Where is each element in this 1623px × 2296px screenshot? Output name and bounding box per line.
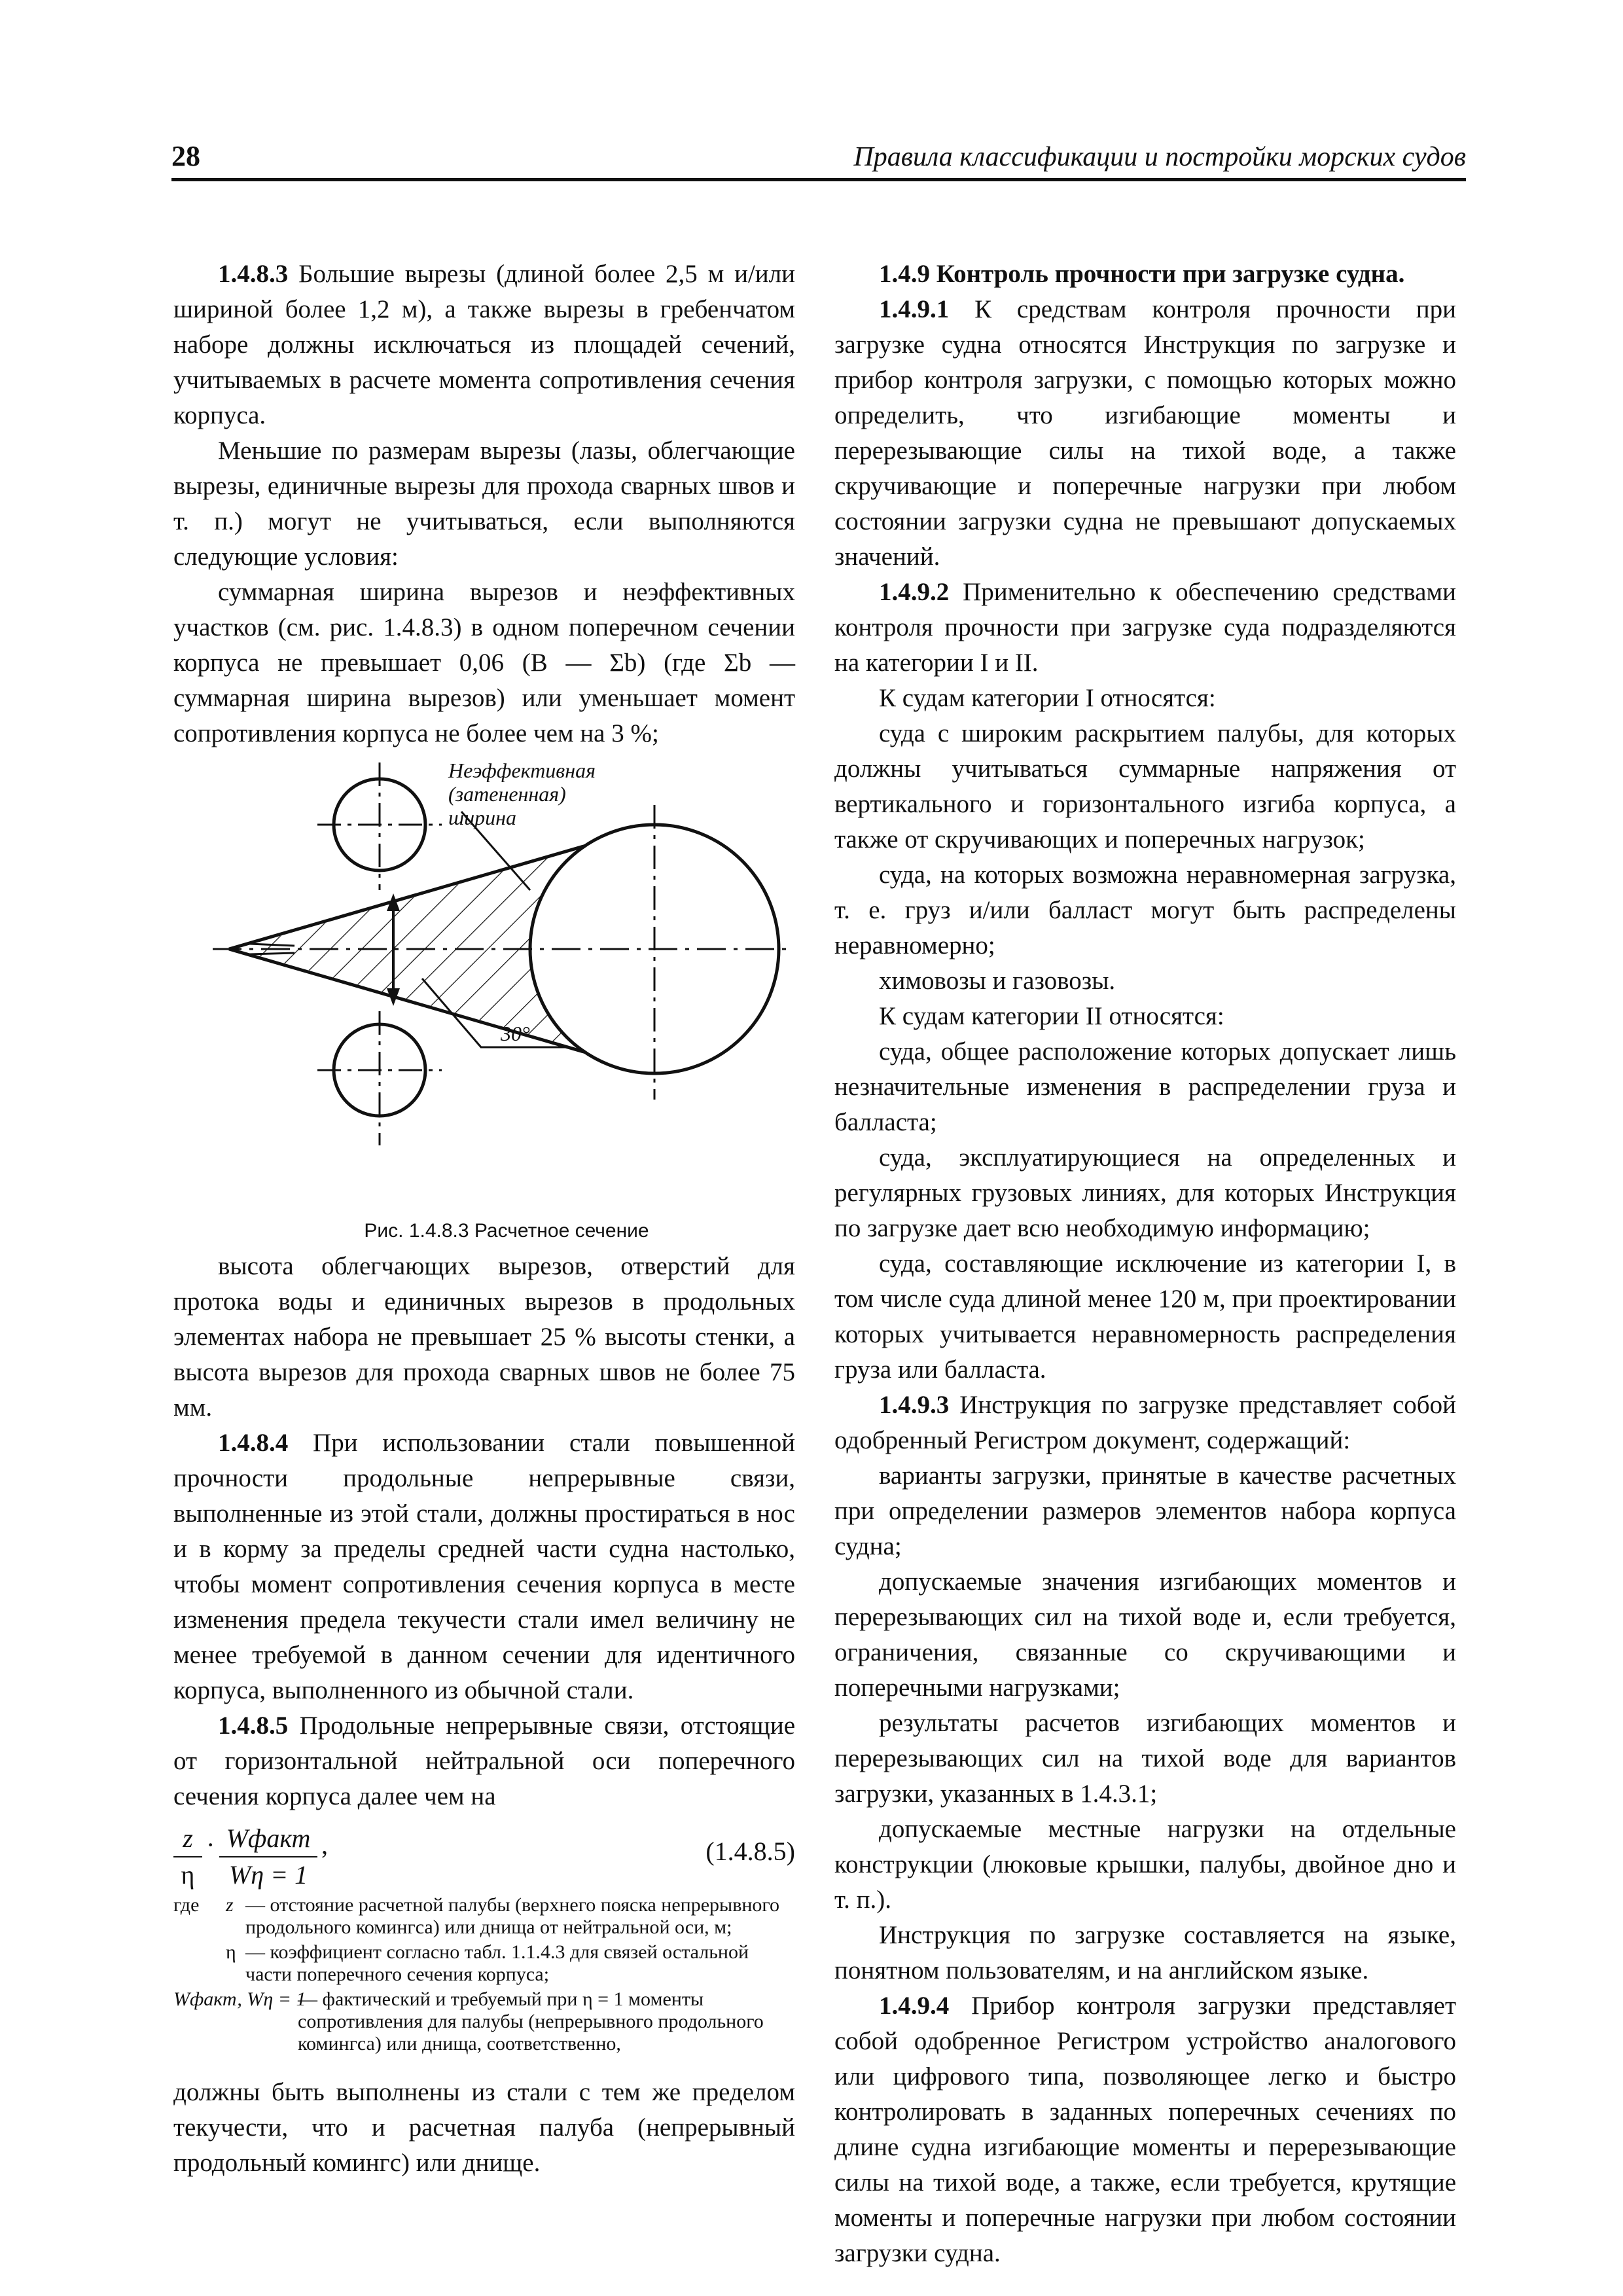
formula-denominator-eta: η <box>173 1856 202 1893</box>
definition-text: — фактический и требуемый при η = 1 моменты сопротивления для палубы (непрерывного продольного комингса) или днища, соответственно, <box>298 1988 764 2054</box>
definition-term: z <box>226 1894 234 1916</box>
paragraph: К судам категории II относятся: <box>879 1002 1224 1030</box>
upper-cutout-circle <box>317 762 442 890</box>
figure-label-line-2: (затененная) <box>448 782 566 806</box>
section-number: 1.4.9.2 <box>879 578 950 606</box>
figure-angle-label: 30° <box>501 1022 530 1045</box>
figure-label-line-3: ширина <box>448 806 517 829</box>
large-cutout-circle <box>530 805 779 1100</box>
paragraph-1-4-8-5 <box>173 1708 795 1814</box>
paragraph: высота облегчающих вырезов, отверстий для протока воды и единичных вырезов в продольных элементах набора не превышает 25 % высоты стенки, а высота вырезов для прохода сварных швов не более 75 мм. <box>173 1252 795 1422</box>
formula-number: (1.4.8.5) <box>705 1837 795 1866</box>
paragraph-text: Продольные непрерывные связи, отстоящие от горизонтальной нейтральной оси поперечного сечения корпуса далее чем на <box>173 1712 796 1810</box>
section-heading-1-4-9 <box>834 257 1456 292</box>
paragraph-1-4-9-1 <box>834 292 1456 575</box>
section-number: 1.4.9.1 <box>879 295 950 323</box>
formula-numerator-w: Wфакт <box>226 1823 311 1853</box>
paragraph-1-4-9-4 <box>834 1988 1456 2271</box>
paragraph: суда, общее расположение которых допускает лишь незначительные изменения в распределении груза и балласта; <box>834 1037 1456 1136</box>
paragraph: Инструкция по загрузке составляется на языке, понятном пользователям, и на английском языке. <box>834 1921 1456 1984</box>
section-number: 1.4.8.3 <box>218 260 289 288</box>
definition-text: — коэффициент согласно табл. 1.1.4.3 для связей остальной части поперечного сечения корпуса; <box>245 1941 749 1985</box>
definition-term: Wфакт, Wη = 1 <box>173 1988 306 2010</box>
cross-section-diagram <box>173 759 795 1204</box>
definition-row <box>173 1988 795 2055</box>
section-number: 1.4.9.3 <box>879 1391 950 1419</box>
paragraph-text: Применительно к обеспечению средствами контроля прочности при загрузке суда подразделяются на категории I и II. <box>834 578 1456 677</box>
paragraph: допускаемые значения изгибающих моментов и перерезывающих сил на тихой воде и, если требуется, ограничения, связанные со скручивающими и поперечными нагрузками; <box>834 1568 1456 1702</box>
paragraph-1-4-8-4 <box>173 1426 795 1708</box>
section-number: 1.4.9 <box>879 260 930 288</box>
paragraph: суда, эксплуатирующиеся на определенных и регулярных грузовых линиях, для которых Инструкция по загрузке дает всю необходимую информацию; <box>834 1143 1456 1242</box>
formula-1-4-8-5 <box>173 1821 795 1889</box>
section-number: 1.4.8.4 <box>218 1429 289 1457</box>
paragraph-1-4-9-2 <box>834 575 1456 681</box>
paragraph: К судам категории I относятся: <box>879 684 1216 712</box>
definition-row <box>173 1894 795 1939</box>
right-column <box>834 257 1456 2271</box>
section-number: 1.4.9.4 <box>879 1992 950 2020</box>
paragraph: Меньшие по размерам вырезы (лазы, облегчающие вырезы, единичные вырезы для прохода сварных швов и т. п.) могут не учитываться, если выполняются следующие условия: <box>173 437 795 571</box>
paragraph: суммарная ширина вырезов и неэффективных участков (см. рис. 1.4.8.3) в одном поперечном сечении корпуса не превышает 0,06 (B — Σb) (где Σb — суммарная ширина вырезов) или уменьшает момент сопротивления корпуса не более чем на 3 %; <box>173 578 795 747</box>
paragraph: химовозы и газовозы. <box>879 967 1116 995</box>
paragraph: варианты загрузки, принятые в качестве расчетных при определении размеров элементов набора корпуса судна; <box>834 1462 1456 1560</box>
paragraph-text: К средствам контроля прочности при загрузке судна относятся Инструкция по загрузке и прибор контроля загрузки, с помощью которых можно определить, что изгибающие моменты и перерезывающие силы на тихой воде, а также скручивающие и поперечные нагрузки при любом состоянии загрузки судна не превышают допускаемых значений. <box>834 295 1457 571</box>
paragraph: суда с широким раскрытием палубы, для которых должны учитываться суммарные напряжения от вертикального и горизонтального изгиба корпуса, а также от скручивающих и поперечных нагрузок; <box>834 719 1456 853</box>
paragraph: должны быть выполнены из стали с тем же пределом текучести, что и расчетная палуба (непрерывный продольный комингс) или днище. <box>173 2078 795 2177</box>
paragraph-1-4-9-3 <box>834 1388 1456 1458</box>
page-number: 28 <box>171 140 200 172</box>
running-title: Правила классификации и постройки морских судов <box>853 142 1466 172</box>
lower-cutout-circle <box>317 1011 442 1145</box>
paragraph-text: Большие вырезы (длиной более 2,5 м и/или шириной более 1,2 м), а также вырезы в гребенчатом наборе должны исключаться из площадей сечений, учитываемых в расчете момента сопротивления сечения корпуса. <box>173 260 796 429</box>
figure-caption: Рис. 1.4.8.3 Расчетное сечение <box>364 1220 649 1242</box>
paragraph: результаты расчетов изгибающих моментов и перерезывающих сил на тихой воде для вариантов загрузки, указанных в 1.4.3.1; <box>834 1709 1456 1808</box>
formula-dot: · <box>206 1830 215 1859</box>
paragraph-1-4-8-3 <box>173 257 795 433</box>
paragraph-text: При использовании стали повышенной прочности продольные непрерывные связи, выполненные из этой стали, должны простираться в нос и в корму за пределы средней части судна настолько, чтобы момент сопротивления сечения корпуса в месте изменения предела текучести стали имел величину не менее требуемой в данном сечении для идентичного корпуса, выполненного из обычной стали. <box>173 1429 795 1704</box>
paragraph: допускаемые местные нагрузки на отдельные конструкции (люковые крышки, палубы, двойное дно и т. п.). <box>834 1815 1456 1914</box>
formula-comma: , <box>321 1830 328 1859</box>
paragraph: суда, составляющие исключение из категории I, в том числе суда длиной менее 120 м, при проектировании которых учитывается неравномерность распределения груза или балласта. <box>834 1249 1456 1384</box>
figure-label-line-1: Неэффективная <box>448 759 596 782</box>
paragraph-text: Прибор контроля загрузки представляет собой одобренное Регистром устройство аналогового или цифрового типа, позволяющее легко и быстро контролировать в заданных поперечных сечениях по длине судна изгибающие моменты и перерезывающие силы на тихой воде, а также, если требуется, крутящие моменты и поперечные нагрузки при любом состоянии загрузки судна. <box>834 1992 1457 2267</box>
definition-text: — отстояние расчетной палубы (верхнего пояска непрерывного продольного комингса) или днища от нейтральной оси, м; <box>245 1894 779 1938</box>
section-number: 1.4.8.5 <box>218 1712 289 1740</box>
where-label: где <box>173 1894 200 1916</box>
section-title: Контроль прочности при загрузке судна. <box>936 260 1405 288</box>
formula-definitions <box>173 1894 795 2055</box>
figure-1-4-8-3 <box>173 759 795 1204</box>
formula-numerator-z: z <box>183 1823 193 1853</box>
formula-denominator-w: Wη = 1 <box>219 1856 317 1893</box>
page-header <box>171 140 1466 181</box>
paragraph: суда, на которых возможна неравномерная загрузка, т. е. груз и/или балласт могут быть распределены неравномерно; <box>834 861 1456 960</box>
definition-row <box>173 1941 795 1986</box>
paragraph-text: Инструкция по загрузке представляет собой одобренный Регистром документ, содержащий: <box>834 1391 1456 1454</box>
definition-term: η <box>226 1941 236 1963</box>
left-column <box>173 257 795 2181</box>
